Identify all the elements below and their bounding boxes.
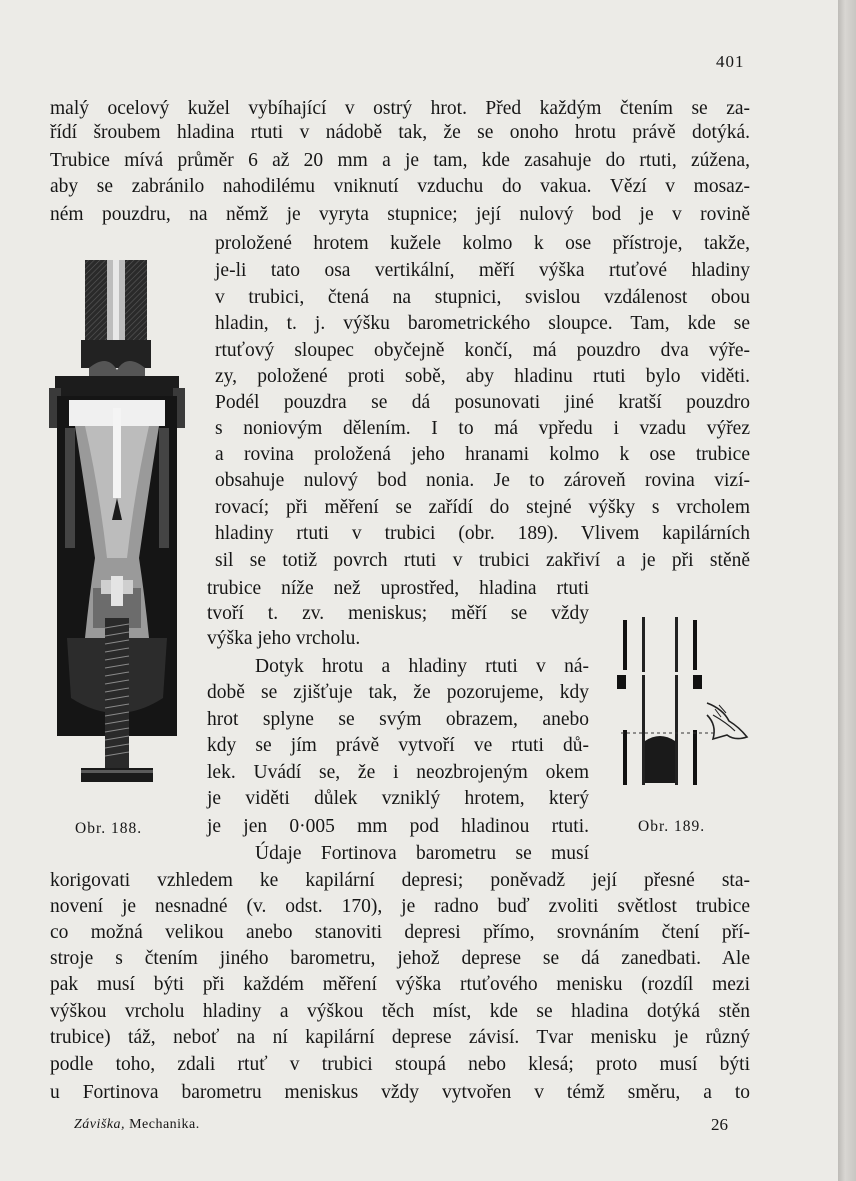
text-line: hladiny rtuti v trubici (obr. 189). Vlivem kapilárních [215, 523, 750, 544]
text-line: co možná velikou anebo stanoviti depresi přímo, srovnáním čtení pří- [50, 922, 750, 943]
footer-author: Záviška, [74, 1117, 126, 1132]
text-line: a rovina proložená jeho hranami kolmo k ose trubice [215, 444, 750, 465]
page-edge [838, 0, 856, 1181]
text-line: v trubici, čtená na stupnici, svislou vzdálenost obou [215, 287, 750, 308]
text-line: Trubice mívá průměr 6 až 20 mm a je tam, kde zasahuje do rtuti, zúžena, [50, 150, 750, 171]
text-line: pak musí býti při každém měření výška rtuťového menisku (rozdíl mezi [50, 974, 750, 995]
text-line: hladin, t. j. výšku barometrického sloupce. Tam, kde se [215, 313, 750, 334]
text-line: rovací; při měření se zařídí do stejné výšky s vrcholem [215, 497, 750, 518]
text-line: je-li tato osa vertikální, měří výška rtuťové hladiny [215, 260, 750, 281]
text-line: korigovati vzhledem ke kapilární depresi; poněvadž její přesné sta- [50, 870, 750, 891]
text-line: ném pouzdru, na němž je vyryta stupnice; její nulový bod je v rovině [50, 204, 750, 225]
text-line: u Fortinova barometru meniskus vždy vytvořen v témž směru, a to [50, 1082, 750, 1103]
text-line: novení je nesnadné (v. odst. 170), je radno buď zvoliti světlost trubice [50, 896, 750, 917]
figure-189-meniscus [605, 605, 755, 795]
text-line: Dotyk hrotu a hladiny rtuti v ná- [255, 656, 589, 677]
text-line: sil se totiž povrch rtuti v trubici zakřiví a je při stěně [215, 550, 750, 571]
text-line: výška jeho vrcholu. [207, 628, 361, 649]
text-line: Údaje Fortinova barometru se musí [255, 843, 589, 864]
signature-mark: 26 [711, 1115, 728, 1134]
text-line: kdy se jím právě vytvoří ve rtuti dů- [207, 735, 589, 756]
figure-188-barometer-cistern [45, 258, 190, 803]
text-line: tvoří t. zv. meniskus; měří se vždy [207, 603, 589, 624]
page-number: 401 [716, 52, 745, 71]
text-line: Podél pouzdra se dá posunovati jiné kratší pouzdro [215, 392, 750, 413]
figure-188-caption: Obr. 188. [75, 820, 143, 837]
text-line: podle toho, zdali rtuť v trubici stoupá nebo klesá; proto musí býti [50, 1054, 750, 1075]
text-line: zy, položené proti sobě, aby hladinu rtuti bylo viděti. [215, 366, 750, 387]
text-line: hrot splyne se svým obrazem, anebo [207, 709, 589, 730]
text-line: výškou vrcholu hladiny a výškou těch míst, kde se hladina dotýká stěn [50, 1001, 750, 1022]
text-line: rtuťový sloupec obyčejně končí, má pouzdro dva výře- [215, 340, 750, 361]
text-line: s noniovým dělením. I to má vpředu i vzadu výřez [215, 418, 750, 439]
text-line: trubice) táž, neboť na ní kapilární deprese závisí. Tvar menisku je různý [50, 1027, 750, 1048]
text-line: stroje s čtením jiného barometru, jehož deprese se dá zanedbati. Ale [50, 948, 750, 969]
text-line: řídí šroubem hladina rtuti v nádobě tak, že se onoho hrotu právě dotýká. [50, 122, 750, 143]
text-line: malý ocelový kužel vybíhající v ostrý hrot. Před každým čtením se za- [50, 98, 750, 119]
footer-title: Mechanika. [129, 1117, 200, 1132]
text-line: je jen 0·005 mm pod hladinou rtuti. [207, 816, 589, 837]
text-line: trubice níže než uprostřed, hladina rtuti [207, 578, 589, 599]
text-line: obsahuje nulový bod nonia. Je to zároveň rovina vizí- [215, 470, 750, 491]
text-line: je viděti důlek vzniklý hrotem, který [207, 788, 589, 809]
text-line: aby se zabránilo nahodilému vniknutí vzduchu do vakua. Vězí v mosaz- [50, 176, 750, 197]
text-line: proložené hrotem kužele kolmo k ose přístroje, takže, [215, 233, 750, 254]
footer-book-title [74, 1117, 200, 1133]
text-line: lek. Uvádí se, že i neozbrojeným okem [207, 762, 589, 783]
figure-189-caption: Obr. 189. [638, 818, 706, 835]
text-line: době se zjišťuje tak, že pozorujeme, kdy [207, 682, 589, 703]
